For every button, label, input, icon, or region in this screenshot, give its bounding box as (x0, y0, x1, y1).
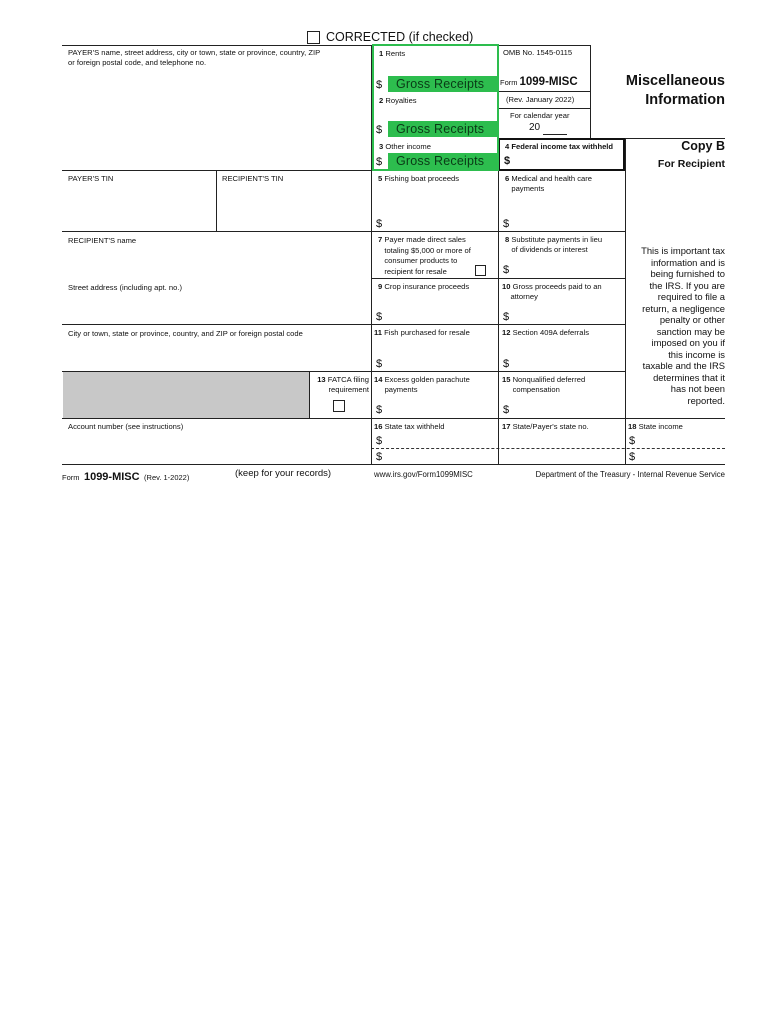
box3-label: 3 Other income (379, 142, 431, 151)
payer-name-label: PAYER'S name, street address, city or town, state or province, country, ZIP (68, 48, 321, 57)
grid-line (625, 138, 626, 464)
box10-input[interactable] (513, 307, 621, 322)
box8-input[interactable] (513, 261, 621, 276)
box4-label: 4 Federal income tax withheld (505, 142, 614, 151)
box10-dollar: $ (503, 311, 510, 323)
grid-line (62, 324, 625, 325)
omb-number: OMB No. 1545-0115 (503, 48, 573, 57)
box17-label: 17 State/Payer's state no. (502, 422, 589, 431)
footer-keep-records: (keep for your records) (235, 468, 332, 479)
grid-line (62, 45, 371, 46)
box14-dollar: $ (376, 404, 383, 416)
shaded-area (63, 372, 309, 418)
recipient-tin-field[interactable] (218, 186, 369, 229)
calendar-year-field[interactable] (543, 123, 567, 135)
box16-label: 16 State tax withheld (374, 422, 445, 431)
city-label: City or town, state or province, country, and ZIP or foreign postal code (68, 329, 303, 338)
notice-line: taxable and the IRS (642, 360, 725, 371)
box16-input-2[interactable] (386, 449, 494, 463)
for-recipient-label: For Recipient (657, 158, 725, 170)
form-name-header: Form 1099-MISC (500, 76, 578, 88)
notice-line: has not been (670, 383, 725, 394)
payer-name-field[interactable] (63, 70, 369, 168)
box18-dollar-1: $ (629, 435, 636, 447)
footer-department: Department of the Treasury - Internal Revenue Service (535, 470, 725, 479)
grid-line (309, 371, 310, 418)
box18-input-2[interactable] (639, 449, 723, 463)
box12-input[interactable] (513, 354, 621, 369)
box2-label: 2 Royalties (379, 96, 417, 105)
grid-line (498, 45, 590, 46)
payer-tin-field[interactable] (63, 186, 214, 229)
footer-form-name: Form 1099-MISC (Rev. 1-2022) (62, 471, 190, 483)
box1-rents-input[interactable]: Gross Receipts (388, 76, 498, 92)
account-number-label: Account number (see instructions) (68, 422, 184, 431)
box5-dollar: $ (376, 218, 383, 230)
account-number-field[interactable] (63, 434, 369, 462)
box18-input-1[interactable] (639, 433, 723, 447)
box8-dollar: $ (503, 264, 510, 276)
grid-line (590, 45, 591, 138)
box12-dollar: $ (503, 358, 510, 370)
corrected-checkbox[interactable] (307, 31, 320, 44)
box4-dollar: $ (504, 155, 511, 167)
box2-royalties-input[interactable]: Gross Receipts (388, 121, 498, 137)
box13-label: 13 FATCA filing requirement (317, 375, 369, 394)
notice-line: penalty or other (659, 314, 725, 325)
notice-line: this income is (668, 348, 725, 360)
notice-line: This is important tax (641, 245, 725, 256)
box14-input[interactable] (386, 400, 494, 415)
form-revision: (Rev. January 2022) (506, 95, 575, 104)
box7-label: 7 Payer made direct sales totaling $5,000 or more of consumer products to recipient for resale (378, 235, 471, 276)
box16-input-1[interactable] (386, 433, 494, 447)
payer-tin-label: PAYER'S TIN (68, 174, 114, 183)
box1-label: 1 Rents (379, 49, 406, 58)
street-address-label: Street address (including apt. no.) (68, 283, 182, 292)
title-line-1: Miscellaneous (625, 73, 725, 89)
notice-line: return, a negligence (642, 302, 725, 314)
box10-label: 10 Gross proceeds paid to an attorney (502, 282, 602, 301)
notice-line: the IRS. If you are (649, 279, 725, 291)
recipient-name-label: RECIPIENT'S name (68, 236, 137, 245)
box16-dollar-2: $ (376, 451, 383, 463)
box6-dollar: $ (503, 218, 510, 230)
box2-dollar: $ (376, 124, 383, 136)
notice-line: reported. (687, 394, 725, 406)
notice-line: required to file a (657, 291, 725, 302)
box18-label: 18 State income (628, 422, 683, 431)
notice-line: being furnished to (650, 268, 725, 279)
box11-dollar: $ (376, 358, 383, 370)
box11-label: 11 Fish purchased for resale (374, 328, 470, 337)
box9-label: 9 Crop insurance proceeds (378, 282, 470, 291)
box11-input[interactable] (386, 354, 494, 369)
grid-line (62, 231, 625, 232)
box16-dollar-1: $ (376, 435, 383, 447)
grid-line (62, 464, 725, 465)
box17-input-1[interactable] (502, 433, 622, 447)
title-line-2: Information (645, 92, 725, 108)
copy-label: Copy B (681, 139, 725, 153)
box7-checkbox[interactable] (475, 265, 486, 276)
box15-input[interactable] (513, 400, 621, 415)
notice-line: information and is (651, 256, 725, 268)
calendar-year-prefix: 20 (529, 122, 541, 133)
box3-other-income-input[interactable]: Gross Receipts (388, 153, 498, 169)
grid-line (216, 170, 217, 231)
box4-federal-tax-input[interactable] (515, 153, 620, 168)
box3-dollar: $ (376, 156, 383, 168)
notice-line: imposed on you if (651, 337, 725, 348)
footer-url: www.irs.gov/Form1099MISC (374, 470, 473, 479)
payer-name-label-2: or foreign postal code, and telephone no. (68, 58, 207, 67)
fatca-checkbox[interactable] (333, 400, 345, 412)
box17-input-2[interactable] (502, 449, 622, 463)
box18-dollar-2: $ (629, 451, 636, 463)
box8-label: 8 Substitute payments in lieu of dividends or interest (505, 235, 603, 254)
notice-line: determines that it (653, 371, 725, 383)
street-address-field[interactable] (63, 295, 369, 323)
grid-line (498, 108, 590, 109)
notice-line: sanction may be (656, 325, 725, 337)
box5-input[interactable] (386, 214, 494, 229)
box5-label: 5 Fishing boat proceeds (378, 174, 460, 183)
box6-label: 6 Medical and health care payments (505, 174, 592, 193)
calendar-year-label: For calendar year (510, 111, 570, 120)
box14-label: 14 Excess golden parachute payments (374, 375, 470, 394)
box15-dollar: $ (503, 404, 510, 416)
recipient-name-field[interactable] (63, 248, 369, 278)
recipient-tin-label: RECIPIENT'S TIN (222, 174, 284, 183)
city-field[interactable] (63, 341, 369, 369)
box9-input[interactable] (386, 307, 494, 322)
corrected-label: CORRECTED (if checked) (326, 30, 474, 44)
box15-label: 15 Nonqualified deferred compensation (502, 375, 586, 394)
grid-line (498, 91, 590, 92)
box6-input[interactable] (513, 214, 621, 229)
box12-label: 12 Section 409A deferrals (502, 328, 589, 337)
box9-dollar: $ (376, 311, 383, 323)
important-tax-notice (628, 245, 725, 406)
box1-dollar: $ (376, 79, 383, 91)
